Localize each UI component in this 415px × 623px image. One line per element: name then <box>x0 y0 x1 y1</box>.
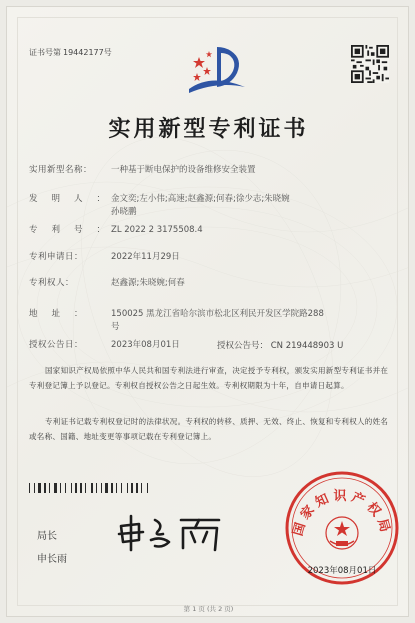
cnipa-logo-icon <box>187 43 251 99</box>
field-label: 授权公告号： <box>217 341 269 351</box>
national-emblem-icon <box>326 517 358 549</box>
utility-model-name-field <box>29 164 256 177</box>
field-label: 授权公告日： <box>29 340 84 350</box>
patent-certificate <box>6 6 409 617</box>
grant-date-field <box>29 339 180 352</box>
notice-paragraph-2: 专利证书记载专利权登记时的法律状况。专利权的转移、质押、无效、终止、恢复和专利权人的姓名或名称、国籍、地址变更等事项记载在专利登记簿上。 <box>29 417 389 441</box>
grant-number-field <box>217 339 343 351</box>
field-value: 2022年11月29日 <box>111 252 180 262</box>
qr-code-icon <box>351 45 389 83</box>
field-value: 2023年08月01日 <box>111 340 180 350</box>
handwritten-signature <box>115 512 235 552</box>
field-label: 专利权人： <box>29 278 75 288</box>
field-value: ZL 2022 2 3175508.4 <box>111 225 203 235</box>
field-value: 孙晓鹏 <box>111 207 137 217</box>
seal-date: 2023年08月01日 <box>307 566 377 576</box>
field-value: 一种基于断电保护的设备维修安全装置 <box>111 165 256 175</box>
application-date-field <box>29 251 180 264</box>
cert-number-value: 19442177号 <box>63 48 112 57</box>
seal-text: 国家知识产权局 <box>290 488 394 538</box>
field-label: 专利号： <box>29 225 120 235</box>
signer-name: 申长雨 <box>37 554 67 565</box>
field-value: CN 219448903 U <box>270 341 344 351</box>
field-value: 号 <box>111 322 120 332</box>
certificate-number <box>29 47 112 58</box>
field-value: 150025 黑龙江省哈尔滨市松北区利民开发区学院路288 <box>111 309 324 319</box>
field-value: 赵鑫源;朱晓婉;何春 <box>111 278 185 288</box>
barcode-icon <box>29 483 179 493</box>
field-label: 实用新型名称： <box>29 165 93 175</box>
official-seal <box>283 469 401 587</box>
notice-paragraph-1: 国家知识产权局依照中华人民共和国专利法进行审查，决定授予专利权，颁发实用新型专利证书并在专利登记簿上予以登记。专利权自授权公告之日起生效。专利权期限为十年，自申请日起算。 <box>29 366 389 390</box>
patent-number-field <box>29 224 203 237</box>
address-field <box>29 308 324 321</box>
field-value: 金文奕;左小伟;高速;赵鑫源;何春;徐少志;朱晓婉 <box>111 194 290 204</box>
cert-number-label: 证书号第 <box>29 48 61 57</box>
patentee-field <box>29 277 185 290</box>
certificate-title: 实用新型专利证书 <box>108 116 309 142</box>
field-label: 发明人： <box>29 194 120 204</box>
field-label: 地址： <box>29 309 97 319</box>
signer-title: 局长 <box>37 531 57 542</box>
page-footer: 第 1 页 (共 2 页) <box>183 605 234 613</box>
field-label: 专利申请日： <box>29 252 84 262</box>
inventor-field <box>29 193 290 206</box>
